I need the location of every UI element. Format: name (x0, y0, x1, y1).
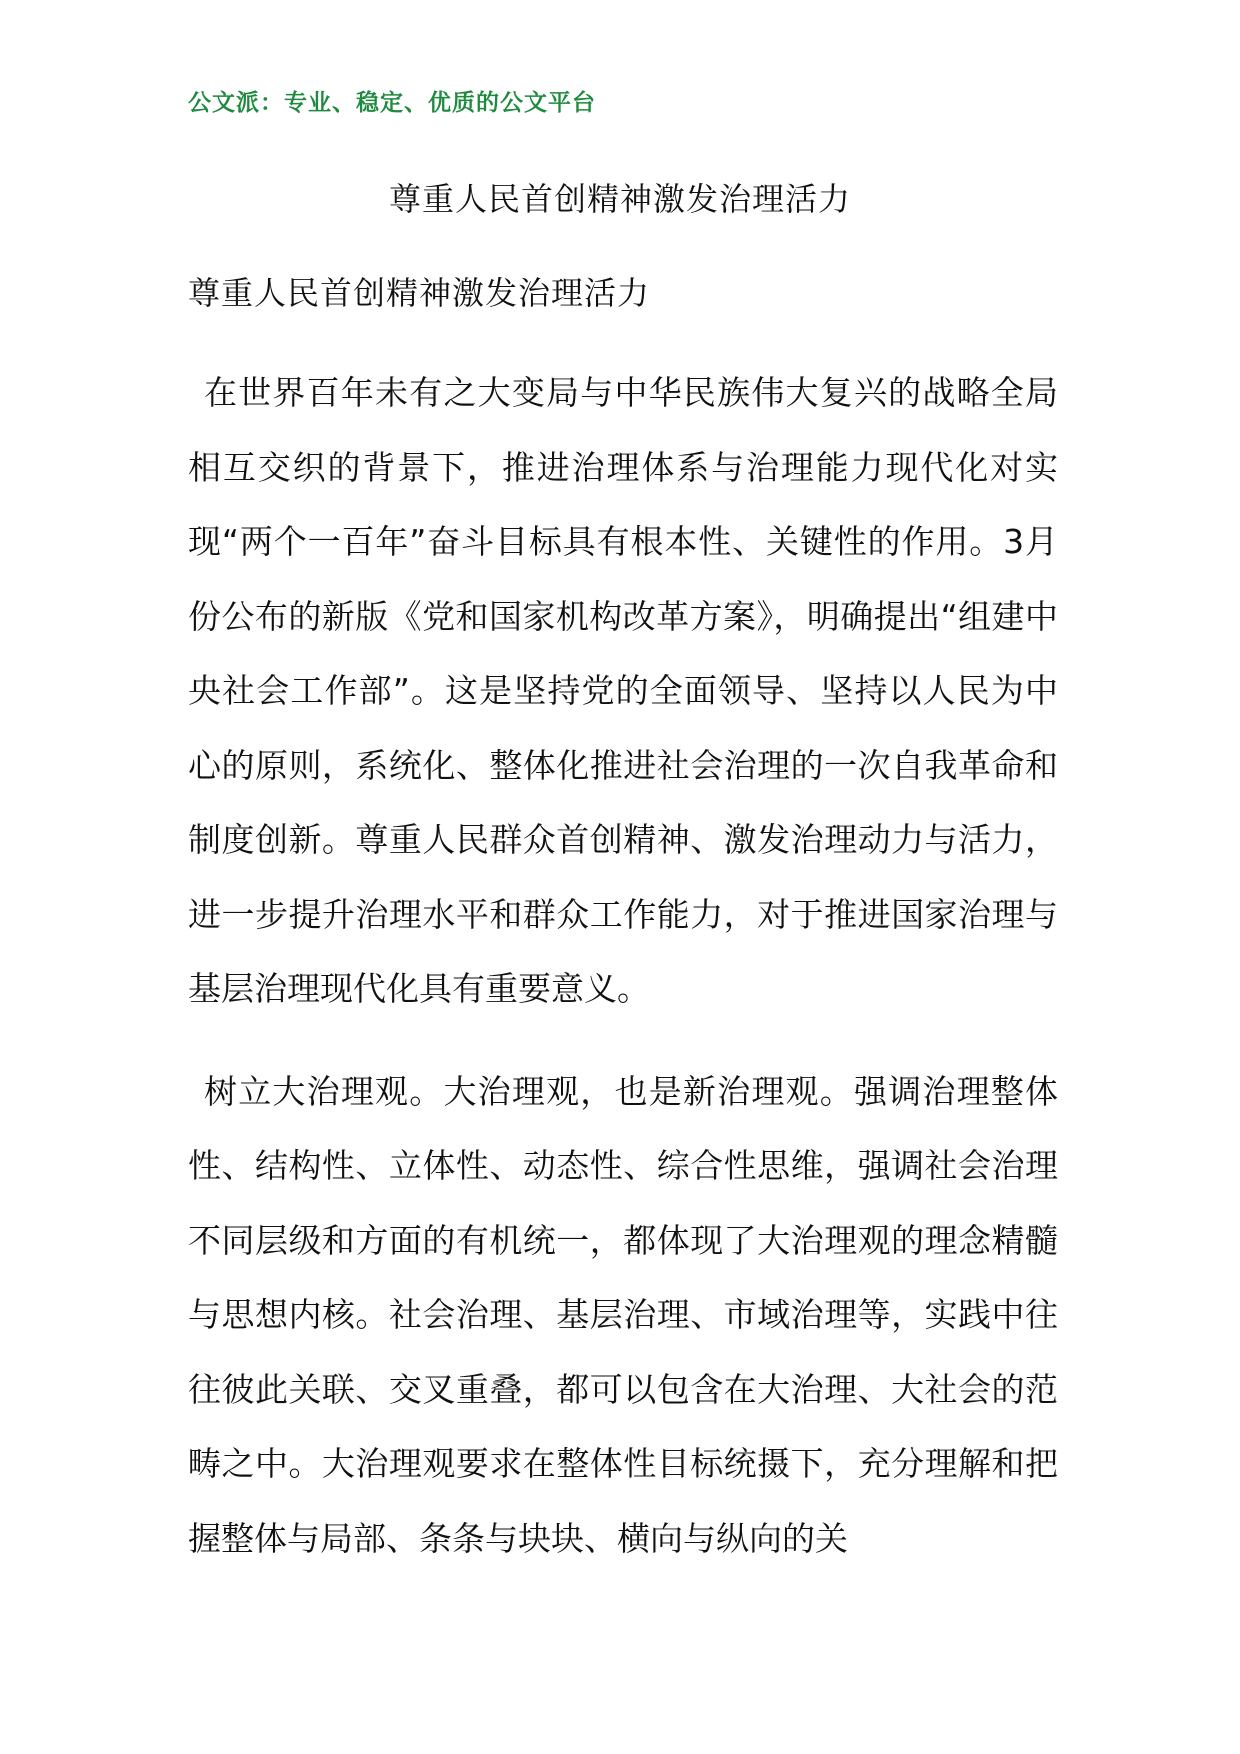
document-body (188, 356, 1058, 1604)
document-subtitle: 尊重人民首创精神激发治理活力 (188, 274, 651, 312)
document-title: 尊重人民首创精神激发治理活力 (388, 180, 851, 218)
site-banner: 公文派：专业、稳定、优质的公文平台 (188, 90, 596, 116)
body-paragraph: 在世界百年未有之大变局与中华民族伟大复兴的战略全局相互交织的背景下，推进治理体系与治理能力现代化对实现“两个一百年”奋斗目标具有根本性、关键性的作用。3月份公布的新版《党和国家机构改革方案》，明确提出“组建中央社会工作部”。这是坚持党的全面领导、坚持以人民为中心的原则，系统化、整体化推进社会治理的一次自我革命和制度创新。尊重人民群众首创精神、激发治理动力与活力，进一步提升治理水平和群众工作能力，对于推进国家治理与基层治理现代化具有重要意义。 (188, 373, 1058, 1008)
body-paragraph: 树立大治理观。大治理观，也是新治理观。强调治理整体性、结构性、立体性、动态性、综合性思维，强调社会治理不同层级和方面的有机统一，都体现了大治理观的理念精髓与思想内核。社会治理、基层治理、市域治理等，实践中往往彼此关联、交叉重叠，都可以包含在大治理、大社会的范畴之中。大治理观要求在整体性目标统摄下，充分理解和把握整体与局部、条条与块块、横向与纵向的关 (188, 1071, 1058, 1558)
